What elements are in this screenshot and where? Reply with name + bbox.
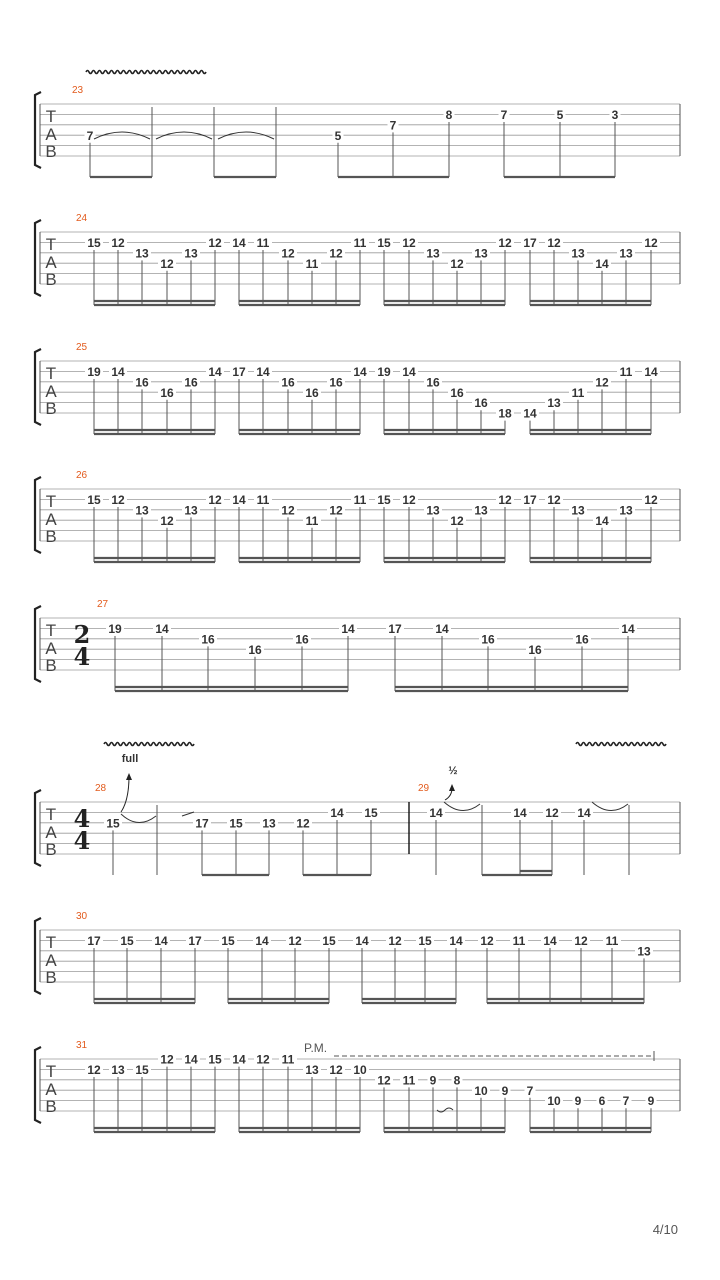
tab-system bbox=[35, 85, 680, 177]
tab-system bbox=[35, 470, 680, 562]
tab-letter: B bbox=[45, 399, 57, 418]
fret-number: 12 bbox=[160, 513, 174, 528]
fret-number: 7 bbox=[86, 128, 94, 143]
tie bbox=[121, 814, 156, 823]
fret-number: 19 bbox=[377, 365, 391, 379]
fret-number: 12 bbox=[160, 1052, 174, 1067]
tab-system bbox=[35, 783, 680, 875]
fret-number: 19 bbox=[108, 622, 122, 636]
fret-number: 10 bbox=[547, 1094, 561, 1109]
measure-number: 30 bbox=[76, 911, 88, 922]
fret-number: 12 bbox=[388, 934, 402, 948]
tab-system bbox=[35, 599, 680, 691]
tab-letter: T bbox=[45, 621, 57, 640]
fret-number: 13 bbox=[426, 503, 440, 518]
fret-number: 12 bbox=[377, 1073, 391, 1088]
fret-number: 14 bbox=[232, 1052, 246, 1067]
time-signature-top: 2 bbox=[73, 620, 91, 649]
fret-number: 12 bbox=[545, 806, 559, 820]
fret-number: 15 bbox=[229, 816, 243, 831]
fret-number: 9 bbox=[647, 1094, 655, 1109]
tab-letter: A bbox=[45, 823, 57, 842]
tab-letter: T bbox=[45, 1062, 57, 1081]
fret-number: 12 bbox=[329, 1063, 343, 1077]
fret-number: 10 bbox=[474, 1083, 488, 1098]
measure-number: 27 bbox=[97, 599, 109, 610]
fret-number: 9 bbox=[501, 1083, 509, 1098]
measure-number: 26 bbox=[76, 470, 88, 481]
vibrato-mark bbox=[86, 71, 206, 74]
tab-letter: A bbox=[45, 382, 57, 401]
fret-number: 11 bbox=[305, 513, 319, 528]
fret-number: 16 bbox=[474, 396, 488, 411]
fret-number: 14 bbox=[255, 934, 269, 948]
fret-number: 11 bbox=[402, 1073, 416, 1088]
fret-number: 13 bbox=[637, 944, 651, 959]
fret-number: 16 bbox=[160, 385, 174, 400]
fret-number: 17 bbox=[87, 934, 101, 948]
fret-number: 6 bbox=[598, 1094, 606, 1109]
fret-number: 9 bbox=[429, 1073, 437, 1088]
fret-number: 12 bbox=[480, 934, 494, 948]
time-signature-bottom: 4 bbox=[73, 642, 91, 671]
vibrato-mark bbox=[576, 743, 666, 746]
fret-number: 14 bbox=[435, 622, 449, 636]
fret-number: 13 bbox=[474, 503, 488, 518]
fret-number: 12 bbox=[111, 236, 125, 250]
fret-number: 12 bbox=[111, 493, 125, 507]
fret-number: 12 bbox=[296, 816, 310, 831]
fret-number: 11 bbox=[353, 493, 367, 507]
fret-number: 13 bbox=[305, 1063, 319, 1077]
fret-number: 11 bbox=[605, 934, 619, 948]
tab-letter: B bbox=[45, 656, 57, 675]
fret-number: 16 bbox=[305, 385, 319, 400]
fret-number: 14 bbox=[429, 806, 443, 820]
fret-number: 14 bbox=[523, 406, 537, 421]
tab-letter: A bbox=[45, 125, 57, 144]
tab-letter: A bbox=[45, 510, 57, 529]
fret-number: 15 bbox=[364, 806, 378, 820]
fret-number: 13 bbox=[184, 503, 198, 518]
tab-letter: T bbox=[45, 107, 57, 126]
fret-number: 12 bbox=[644, 236, 658, 250]
tab-letter: B bbox=[45, 840, 57, 859]
fret-number: 14 bbox=[232, 493, 246, 507]
fret-number: 13 bbox=[262, 816, 276, 831]
fret-number: 11 bbox=[256, 493, 270, 507]
vibrato-mark bbox=[104, 743, 194, 746]
fret-number: 14 bbox=[513, 806, 527, 820]
fret-number: 16 bbox=[426, 375, 440, 390]
fret-number: 15 bbox=[377, 493, 391, 507]
fret-number: 16 bbox=[528, 642, 542, 657]
tab-system bbox=[35, 911, 680, 1003]
fret-number: 14 bbox=[543, 934, 557, 948]
fret-number: 13 bbox=[547, 396, 561, 411]
fret-number: 17 bbox=[195, 816, 209, 831]
fret-number: 18 bbox=[498, 406, 512, 421]
fret-number: 12 bbox=[402, 493, 416, 507]
bend-arrowhead bbox=[449, 784, 455, 791]
fret-number: 13 bbox=[571, 246, 585, 261]
fret-number: 14 bbox=[184, 1052, 198, 1067]
fret-number: 5 bbox=[556, 108, 564, 122]
bend-label: ½ bbox=[448, 765, 458, 777]
fret-number: 11 bbox=[571, 385, 585, 400]
fret-number: 12 bbox=[574, 934, 588, 948]
bend-label: full bbox=[121, 753, 139, 765]
fret-number: 15 bbox=[87, 236, 101, 250]
fret-number: 17 bbox=[188, 934, 202, 948]
tie bbox=[592, 802, 628, 811]
fret-number: 16 bbox=[201, 632, 215, 647]
fret-number: 11 bbox=[353, 236, 367, 250]
fret-number: 15 bbox=[120, 934, 134, 948]
fret-number: 14 bbox=[595, 513, 609, 528]
fret-number: 16 bbox=[184, 375, 198, 390]
fret-number: 15 bbox=[221, 934, 235, 948]
fret-number: 14 bbox=[353, 365, 367, 379]
fret-number: 12 bbox=[160, 256, 174, 271]
fret-number: 12 bbox=[595, 375, 609, 390]
tab-letter: B bbox=[45, 527, 57, 546]
fret-number: 11 bbox=[512, 934, 526, 948]
fret-number: 15 bbox=[322, 934, 336, 948]
fret-number: 12 bbox=[87, 1063, 101, 1077]
fret-number: 14 bbox=[330, 806, 344, 820]
palm-mute-label: P.M. bbox=[304, 1041, 328, 1055]
fret-number: 14 bbox=[402, 365, 416, 379]
fret-number: 13 bbox=[619, 503, 633, 518]
fret-number: 12 bbox=[329, 503, 343, 518]
tab-letter: T bbox=[45, 235, 57, 254]
fret-number: 12 bbox=[329, 246, 343, 261]
fret-number: 16 bbox=[248, 642, 262, 657]
measure-number: 29 bbox=[418, 783, 430, 794]
tab-letter: T bbox=[45, 805, 57, 824]
fret-number: 13 bbox=[426, 246, 440, 261]
measure-number: 24 bbox=[76, 213, 88, 224]
fret-number: 14 bbox=[111, 365, 125, 379]
fret-number: 13 bbox=[184, 246, 198, 261]
tab-letter: A bbox=[45, 253, 57, 272]
fret-number: 12 bbox=[208, 493, 222, 507]
fret-number: 14 bbox=[208, 365, 222, 379]
tab-letter: T bbox=[45, 492, 57, 511]
tab-letter: A bbox=[45, 951, 57, 970]
fret-number: 9 bbox=[574, 1094, 582, 1109]
fret-number: 17 bbox=[232, 365, 246, 379]
bend-arrowhead bbox=[126, 773, 132, 780]
fret-number: 14 bbox=[232, 236, 246, 250]
fret-number: 13 bbox=[571, 503, 585, 518]
fret-number: 11 bbox=[256, 236, 270, 250]
fret-number: 16 bbox=[329, 375, 343, 390]
fret-number: 14 bbox=[577, 806, 591, 820]
fret-number: 12 bbox=[498, 236, 512, 250]
fret-number: 19 bbox=[87, 365, 101, 379]
fret-number: 8 bbox=[453, 1073, 461, 1088]
time-signature-bottom: 4 bbox=[73, 826, 91, 855]
fret-number: 12 bbox=[281, 246, 295, 261]
fret-number: 14 bbox=[155, 622, 169, 636]
fret-number: 14 bbox=[256, 365, 270, 379]
tab-letter: B bbox=[45, 142, 57, 161]
fret-number: 12 bbox=[208, 236, 222, 250]
bend-arrow bbox=[121, 776, 129, 812]
fret-number: 17 bbox=[523, 493, 537, 507]
tab-letter: T bbox=[45, 933, 57, 952]
fret-number: 7 bbox=[622, 1094, 630, 1109]
fret-number: 16 bbox=[281, 375, 295, 390]
fret-number: 7 bbox=[500, 108, 508, 122]
tab-letter: A bbox=[45, 639, 57, 658]
fret-number: 17 bbox=[388, 622, 402, 636]
measure-number: 23 bbox=[72, 85, 84, 96]
measure-number: 31 bbox=[76, 1040, 88, 1051]
fret-number: 14 bbox=[154, 934, 168, 948]
fret-number: 13 bbox=[135, 246, 149, 261]
fret-number: 14 bbox=[341, 622, 355, 636]
fret-number: 15 bbox=[418, 934, 432, 948]
fret-number: 14 bbox=[449, 934, 463, 948]
fret-number: 12 bbox=[547, 236, 561, 250]
fret-number: 15 bbox=[106, 816, 120, 831]
fret-number: 16 bbox=[450, 385, 464, 400]
fret-number: 14 bbox=[355, 934, 369, 948]
fret-number: 11 bbox=[619, 365, 633, 379]
fret-number: 16 bbox=[135, 375, 149, 390]
measure-number: 25 bbox=[76, 342, 88, 353]
fret-number: 12 bbox=[644, 493, 658, 507]
fret-number: 14 bbox=[644, 365, 658, 379]
fret-number: 12 bbox=[450, 256, 464, 271]
fret-number: 12 bbox=[547, 493, 561, 507]
tab-system bbox=[35, 342, 680, 434]
fret-number: 7 bbox=[389, 118, 397, 133]
fret-number: 12 bbox=[288, 934, 302, 948]
fret-number: 16 bbox=[575, 632, 589, 647]
measure-number: 28 bbox=[95, 783, 107, 794]
fret-number: 16 bbox=[481, 632, 495, 647]
fret-number: 13 bbox=[111, 1063, 125, 1077]
fret-number: 12 bbox=[450, 513, 464, 528]
page-number: 4/10 bbox=[652, 1222, 678, 1237]
tab-letter: B bbox=[45, 270, 57, 289]
tab-letter: B bbox=[45, 1097, 57, 1116]
fret-number: 13 bbox=[474, 246, 488, 261]
fret-number: 15 bbox=[208, 1052, 222, 1067]
tie bbox=[444, 802, 480, 811]
fret-number: 11 bbox=[305, 256, 319, 271]
fret-number: 13 bbox=[135, 503, 149, 518]
fret-number: 15 bbox=[87, 493, 101, 507]
tab-letter: A bbox=[45, 1080, 57, 1099]
fret-number: 3 bbox=[611, 108, 619, 122]
fret-number: 14 bbox=[595, 256, 609, 271]
fret-number: 12 bbox=[498, 493, 512, 507]
fret-number: 13 bbox=[619, 246, 633, 261]
fret-number: 11 bbox=[281, 1052, 295, 1067]
fret-number: 15 bbox=[377, 236, 391, 250]
fret-number: 16 bbox=[295, 632, 309, 647]
tab-letter: B bbox=[45, 968, 57, 987]
tab-system bbox=[35, 1040, 680, 1132]
fret-number: 14 bbox=[621, 622, 635, 636]
fret-number: 12 bbox=[256, 1052, 270, 1067]
fret-number: 17 bbox=[523, 236, 537, 250]
fret-number: 7 bbox=[526, 1083, 534, 1098]
fret-number: 15 bbox=[135, 1063, 149, 1077]
fret-number: 12 bbox=[281, 503, 295, 518]
fret-number: 8 bbox=[445, 108, 453, 122]
fret-number: 12 bbox=[402, 236, 416, 250]
tab-letter: T bbox=[45, 364, 57, 383]
time-signature-top: 4 bbox=[73, 804, 91, 833]
fret-number: 5 bbox=[334, 128, 342, 143]
fret-number: 10 bbox=[353, 1063, 367, 1077]
tab-system bbox=[35, 213, 680, 305]
